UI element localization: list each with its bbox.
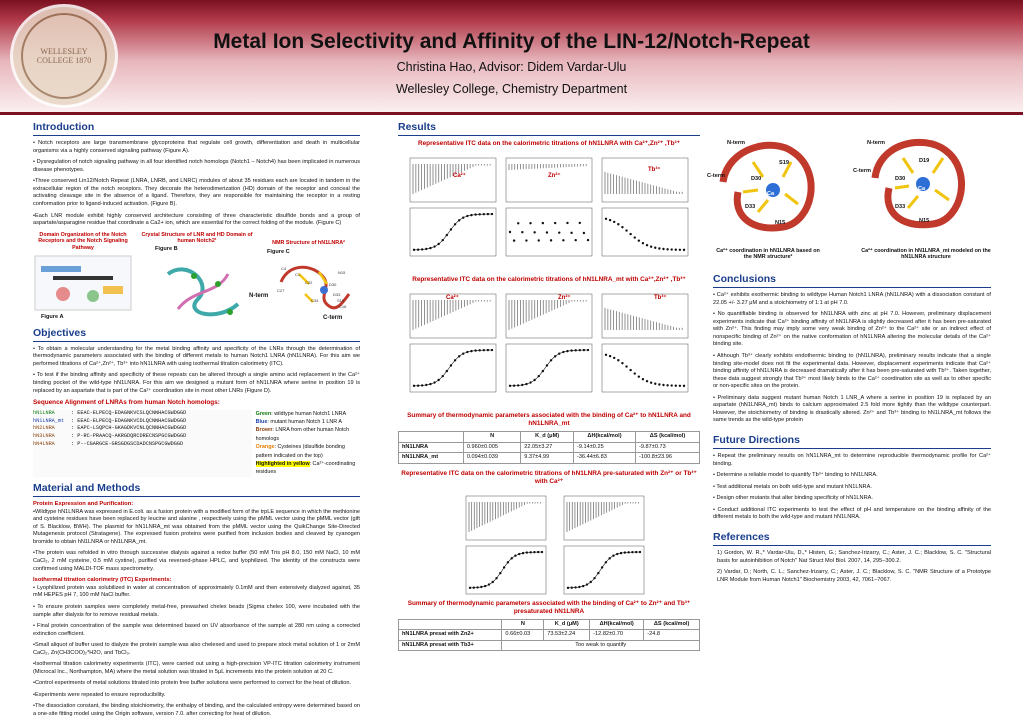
figure-b-title: Crystal Structure of LNR and HD Domain of human Notch2¹ <box>141 231 253 245</box>
itc-panels-presat <box>460 488 650 598</box>
mt-residue-label: N15 <box>919 218 930 224</box>
isotherm-point <box>546 231 548 233</box>
thermo-table-2 <box>398 619 700 652</box>
mt-residue-label: D33 <box>895 204 906 210</box>
future-bullet: • Design other mutants that alter binding specificity of hN1LNRA. <box>713 495 873 502</box>
isotherm-point <box>542 222 544 224</box>
legend-item: Blue: mutant human Notch 1 LNR A <box>255 419 342 426</box>
mt-structure-caption: Ca²⁺ coordination in hN1LNRA_mt modeled on the hN1LNRA structure <box>861 248 991 261</box>
methods-bullet: •The dissociation constant, the binding stoichiometry, the enthalpy of binding, and the calculated entropy were determined based on a one-site fitting model using the Origin software, version 7.0. after correcting for heat of dilution. <box>33 703 360 718</box>
table-header: ΔH(kcal/mol) <box>573 432 635 443</box>
table-row: hN1LNRA_mt 0.094±0.039 9.37±4.99 -36.44±6.83 -100.8±23.96 <box>399 453 700 464</box>
reference-item: 1) Gordon, W. R.,* Vardar-Ulu, D.,* Histen, G.; Sanchez-Irizarry, C.; Aster, J. C.; Blacklow, S. C. "Structural basis for autoinhibition of Notch" Nat Struct Mol Biol. 2007, 14, 295–300.2. <box>717 550 991 564</box>
table-header: K_d (μM) <box>521 432 574 443</box>
wt-calcium-label: Ca <box>767 191 775 197</box>
intro-bullet: •Each LNR module exhibit highly conserved architecture consisting of three characteristic disulfide bonds and a group of aspartate/asparagine residue that coordinate a Ca2+ ion, which are essential for the correct folding of the module. (Figure C) <box>33 212 360 227</box>
nterm-label: N-term <box>249 292 269 299</box>
panel-label-tb: Tb³⁺ <box>654 295 667 302</box>
isotherm-point <box>675 385 677 387</box>
isotherm-point <box>579 222 581 224</box>
legend-item: Highlighted in yellow: Ca²⁺-coordinating residues <box>255 460 356 476</box>
isotherm-point <box>621 362 623 364</box>
nmr-label: C4 <box>281 265 287 271</box>
wt-residue-label: D33 <box>745 204 756 210</box>
isotherm-point <box>638 376 640 378</box>
table-row: hN1LNRA 0.960±0.005 22.05±3.27 -9.14±0.25 -9.87±0.73 <box>399 442 700 453</box>
cterm-label: C-term <box>323 314 343 321</box>
panel-label-ca: Ca²⁺ <box>453 173 466 180</box>
isotherm-point <box>675 249 677 251</box>
isotherm-point <box>642 242 644 244</box>
figure-c-label: Figure C <box>267 248 290 255</box>
methods-bullet: •Small aliquot of buffer used to dialyze the protein sample was also chelexed and used to prepare stock metal solution of 1 or 2mM CaCl₂, Zn(CH3COO)₂*H2O, and TbCl₃. <box>33 642 360 656</box>
table-header: ΔH(kcal/mol) <box>590 619 644 630</box>
reference-item: 2) Vardar, D.; North, C. L.; Sanchez-Irizarry, C.; Aster, J. C.; Blacklow, S. C. "NMR Structure of a Prototype LNR Module from Human Notch1" Biochemistry 2003, 42, 7061–7067. <box>717 569 991 583</box>
future-heading: Future Directions <box>713 433 991 449</box>
isotherm-point <box>509 231 511 233</box>
isotherm-point <box>621 226 623 228</box>
itc1-title: Representative ITC data on the calorimetric titrations of hN1LNRA with Ca²⁺,Zn²⁺ ,Tb³⁺ <box>418 140 680 148</box>
isotherm-point <box>605 218 607 220</box>
isotherm-point <box>683 385 685 387</box>
isotherm-point <box>629 369 631 371</box>
isotherm-point <box>562 239 564 241</box>
isotherm-point <box>613 357 615 359</box>
sequence-row: hN4LNRA : P--CGARGCE-GRSGDGSCDADCNSPGCGWDGGD <box>33 440 184 447</box>
panel-label-ca: Ca²⁺ <box>446 295 459 302</box>
isotherm-point <box>662 248 664 250</box>
legend-item: Green: wildtype human Notch1 LNRA <box>255 410 347 417</box>
itc1-panels <box>398 148 700 276</box>
methods-bullet: • Final protein concentration of the sample was determined based on UV absorbance of the sample at 280 nm using a corrected extinction coefficient. <box>33 623 360 637</box>
panel-label-tb: Tb³⁺ <box>648 167 661 174</box>
isotherm-point <box>654 383 656 385</box>
isotherm-point <box>629 233 631 235</box>
isotherm-point <box>638 240 640 242</box>
table-header: ΔS (kcal/mol) <box>636 432 700 443</box>
isotherm-point <box>625 365 627 367</box>
mt-calcium-label: Ca <box>918 186 926 192</box>
isotherm-point <box>650 382 652 384</box>
table-header: ΔS (kcal/mol) <box>644 619 700 630</box>
figure-a-title: Domain Organization of the Notch Receptors and the Notch Signaling Pathway <box>38 231 128 251</box>
itc2-panels <box>398 284 700 412</box>
table2-title: Summary of thermodynamic parameters associated with the binding of Ca²⁺ to Zn²⁺ and Tb³⁺ presaturated hN1LNRA <box>407 599 691 615</box>
crystal-structure-image <box>158 254 253 324</box>
poster-affiliation: Wellesley College, Chemistry Department <box>395 82 628 96</box>
panel-label-zn: Zn²⁺ <box>548 173 561 180</box>
header-rule <box>0 112 1023 115</box>
table-header: K_d (μM) <box>544 619 590 630</box>
itc-panels-mt <box>402 286 692 410</box>
nmr-label: D30 <box>329 281 337 287</box>
right-column <box>707 118 991 588</box>
isotherm-point <box>521 231 523 233</box>
isotherm-point <box>609 219 611 221</box>
intro-heading: Introduction <box>33 120 360 136</box>
table-header: N <box>463 432 520 443</box>
isotherm-point <box>517 222 519 224</box>
isotherm-point <box>550 239 552 241</box>
wt-residue-label: D30 <box>751 176 762 182</box>
isotherm-point <box>670 385 672 387</box>
panel-label-zn: Zn²⁺ <box>558 295 571 302</box>
table-header <box>399 619 502 630</box>
itc2-title: Representative ITC data on the calorimetric titrations of hN1LNRA_mt with Ca²⁺,Zn²⁺ ,Tb³⁺ <box>412 276 686 284</box>
methods-subheading: Isothermal titration calorimetry (ITC) Experiments: <box>33 577 172 584</box>
table1-title: Summary of thermodynamic parameters associated with the binding of Ca²⁺ to hN1LNRA and hN1LNRA_mt <box>407 412 691 428</box>
objectives-heading: Objectives <box>33 326 360 342</box>
conclusion-bullet: • Ca²⁺ exhibits exothermic binding to wildtype Human Notch1 LNRA (hN1LNRA) with a dissociation constant of 22.05 +/- 3.27 μM and a stoichiometry of 1:1 at pH 7.0. <box>713 292 991 306</box>
legend-item: Orange: Cysteines (disulfide bonding pattern indicated on the top) <box>255 444 345 459</box>
isotherm-point <box>558 232 560 234</box>
results-heading: Results <box>398 120 700 136</box>
table-header <box>399 432 464 443</box>
wt-structure-caption: Ca²⁺ coordination in hN1LNRA based on the NMR structure² <box>716 248 820 261</box>
methods-subheading: Protein Expression and Purification: <box>33 500 134 507</box>
isotherm-point <box>666 248 668 250</box>
methods-bullet: •The protein was refolded in vitro through successive dialysis against a redox buffer (50 mM Tris pH 8.0, 150 mM NaCl, 10 mM CaCl₂, 2 mM cysteine, 0.5 mM cystine), purified via reversed-phase HPLC, and lyophilized. The identity of the constructs were confirmed using MALDI-TOF mass spectrometry. <box>33 550 360 572</box>
references-heading: References <box>713 530 991 546</box>
table-row: hN1LNRA presat with Tb3+ Too weak to quantify <box>399 640 700 651</box>
isotherm-point <box>605 354 607 356</box>
isotherm-point <box>538 239 540 241</box>
wt-residue-label: S19 <box>779 160 789 166</box>
sequence-rows <box>33 410 252 477</box>
intro-bullet: • Dysregulation of notch signaling pathway in all four identified notch homologs (Notch1 – Notch4) has been implicated in numerous disease phenotypes. <box>33 159 360 173</box>
isotherm-point <box>574 239 576 241</box>
mt-nterm-label: N-term <box>867 140 886 146</box>
isotherm-point <box>533 231 535 233</box>
seal-text: WELLESLEY COLLEGE 1870 <box>21 13 107 99</box>
isotherm-point <box>679 385 681 387</box>
nmr-label: S19 <box>337 297 345 303</box>
poster-authors: Christina Hao, Advisor: Didem Vardar-Ulu <box>396 60 627 74</box>
intro-bullet: •Three conserved Lin12/Notch Repeat (LNRA, LNRB, and LNRC) modules of about 35 residues each are located in tandem in the extracellular region of the notch receptors. They decorate the heterodimerization (HD) domain of the receptor and conceal the activating cleavage site in the absence of a ligand. Therefore, they are responsible for maintaining the receptor in a resting conformation prior to ligand-induced activation. (Figure B). <box>33 178 360 207</box>
table-header: N <box>502 619 544 630</box>
isotherm-point <box>646 244 648 246</box>
future-bullet: • Conduct additional ITC experiments to test the effect of pH and temperature on the binding affinity of the different metals to both the wild-type and mutant hN1LNRA. <box>713 506 991 521</box>
table-row: hN1LNRA presat with Zn2+ 0.66±0.03 73.53±2.24 -12.82±0.70 -24.8 <box>399 630 700 641</box>
sequence-alignment <box>33 410 360 477</box>
poster-title: Metal Ion Selectivity and Affinity of the LIN-12/Notch-Repeat <box>213 30 810 53</box>
sequence-legend <box>256 410 360 477</box>
isotherm-point <box>658 383 660 385</box>
sequence-row: hN1LNRA_mt : EEAC-ELPECQ-EDAGNKVCDLQCNNHACGWDGGD <box>33 417 187 424</box>
isotherm-point <box>670 249 672 251</box>
isotherm-point <box>554 222 556 224</box>
sequence-row: hN1LNRA : EEAC-ELPECQ-EDAGNKVCSLQCNNHACGWDGGD <box>33 409 187 416</box>
isotherm-point <box>617 359 619 361</box>
isotherm-point <box>513 240 515 242</box>
isotherm-point <box>609 355 611 357</box>
mt-cterm-label: C-term <box>853 168 872 174</box>
intro-figures <box>33 232 360 324</box>
nmr-label: D33 <box>333 291 341 297</box>
binding-site-structures <box>707 118 991 270</box>
methods-heading: Material and Methods <box>33 481 360 497</box>
itc3-title: Representative ITC data on the calorimetric titrations of hN1LNRA pre-saturated with Zn²⁺ or Tb³⁺ with Ca²⁺ <box>401 469 697 485</box>
middle-column <box>398 118 700 651</box>
isotherm-point <box>583 232 585 234</box>
objective-bullet: • To test if the binding affinity and specificity of these repeats can be altered through a single amino acid replacement in the Ca²⁺ binding pocket of the wild-type hN1LNRA. For this aim we designed a mutant form of hN1LNRA where serine in position 19 is replaced by an aspartate that is part of the Ca²⁺ coordination site in most other LNRs (Figure D). <box>33 372 360 394</box>
future-bullet: • Repeat the preliminary results on hN1LNRA_mt to determine reproducible thermodynamic profile for Ca²⁺ binding. <box>713 453 991 467</box>
isotherm-point <box>613 221 615 223</box>
sequence-row: hN3LNRA : P-RC-PRAACQ-AKRGDQRCDRECNSPGCGWDGGD <box>33 433 187 440</box>
nmr-label: N15 <box>338 269 346 275</box>
conclusion-bullet: • Although Tb³⁺ clearly exhibits endothermic binding to (hN1LNRA), preliminary results indicate that a single binding site-model does not fit the experimental data. However, displacement experiments indicate that Ca²⁺ binding affinity of hN1LNRA is decreased dramatically after it has been pre-saturated with Tb³⁺. Taken together, these data suggest strongly that Tb³⁺ most likely binds to the Ca²⁺ coordination site as well as to other specific or non-specific sites on the protein. <box>713 353 991 390</box>
methods-bullet: •Control experiments of metal solutions titrated into protein free buffer solutions were performed to correct for the heat of dilution. <box>33 680 352 687</box>
thermogram-frame <box>602 158 688 202</box>
notch-pathway-diagram <box>33 254 133 312</box>
isotherm-point <box>642 378 644 380</box>
isotherm-point <box>587 239 589 241</box>
isotherm-point <box>646 380 648 382</box>
conclusion-bullet: • No quantifiable binding is observed for hN1LNRA with zinc at pH 7.0. However, preliminary displacement experiments indicate that Ca²⁺ binding affinity of hN1LNRA is slightly decreased after it has been pre-saturated with Zn²⁺. This finding may imply some very weak binding of Zn²⁺ to the Ca²⁺ site or an indirect effect of nonspecific binding of Zn²⁺ on the native conformation of hN1LNRA altering the molecular details of the Ca²⁺ binding site. <box>713 311 991 348</box>
figure-b-label: Figure B <box>155 245 178 252</box>
mt-residue-label: D19 <box>919 158 930 164</box>
isotherm-point <box>634 373 636 375</box>
mt-residue-label: D30 <box>895 176 906 182</box>
isotherm-point <box>529 222 531 224</box>
nmr-label: C22 <box>305 279 313 285</box>
nmr-label: C27 <box>277 287 285 293</box>
isotherm-frame <box>506 208 592 256</box>
methods-bullet: •Experiments were repeated to ensure reproducibility. <box>33 691 166 698</box>
wt-nterm-label: N-term <box>727 140 746 146</box>
wt-cterm-label: C-term <box>707 173 726 179</box>
methods-bullet: • Lyophilized protein was solubilized in water at concentration of approximately 0.1mM and then extensively dialyzed against, 35 mM HEPES pH 7, 100 mM NaCl buffer. <box>33 584 360 599</box>
figure-a-label: Figure A <box>41 313 64 320</box>
isotherm-point <box>654 247 656 249</box>
isotherm-point <box>666 384 668 386</box>
isotherm-point <box>625 229 627 231</box>
figure-c-title: NMR Structure of hN1LNRA² <box>272 239 345 246</box>
methods-bullet: • To ensure protein samples were completely metal-free, prewashed chelex beads (Sigma chelex 100, were incubated with the sample after dialysis for to remove residual metals. <box>33 604 360 618</box>
isotherm-point <box>634 237 636 239</box>
sequence-row: hN2LNRA : EAPC-LSQPCH-GKAGDKVCNLQCNNHACGWDGGD <box>33 425 187 432</box>
isotherm-point <box>662 384 664 386</box>
isotherm-point <box>566 222 568 224</box>
methods-bullet: •Isothermal titration calorimetry experiments (ITC), were carried out using a high-precision VP-ITC titration calorimetry instrument (Microcal Inc., Northampton, MA) where the metal solution was titrated in 5μL increments into the protein solution at 20 C. <box>33 661 360 675</box>
intro-bullet: • Notch receptors are large transmembrane glycoproteins that regulate cell growth, differentiation and death in multicellular organisms via a highly conserved signaling pathway (Figure A). <box>33 140 360 154</box>
isotherm-point <box>650 246 652 248</box>
sequence-heading: Sequence Alignment of LNRAs from human Notch homologs: <box>33 399 220 407</box>
itc3-panels <box>398 486 700 600</box>
wt-residue-label: N15 <box>775 220 786 226</box>
isotherm-point <box>679 249 681 251</box>
isotherm-point <box>617 223 619 225</box>
isotherm-point <box>525 240 527 242</box>
isotherm-point <box>570 232 572 234</box>
thermo-table-1 <box>398 431 700 464</box>
left-column <box>33 118 360 723</box>
nmr-label: C34 <box>311 297 319 303</box>
wt-binding-site-image <box>713 132 833 242</box>
nmr-label: C16 <box>339 303 347 309</box>
future-bullet: • Determine a reliable model to quantify Tb³⁺ binding to hN1LNRA. <box>713 472 878 479</box>
thermogram-frame <box>602 294 688 338</box>
legend-item: Brown: LNRA from other human Notch homologs <box>255 427 350 442</box>
future-bullet: • Test additional metals on both wild-type and mutant hN1LNRA. <box>713 483 872 490</box>
conclusion-bullet: • Preliminary data suggest mutant human Notch 1 LNR_A where a serine in position 19 is replaced by an aspartate (hN1LNRA_mt) binds to calcium approximated 2.5 fold more tightly than the wildtype counterpart. However, the stoichiometry of binding is drastically altered. Zn²⁺ and Tb³⁺ binding to hN1LNRA_mt follows the same trends as the wild-type protein <box>713 394 991 424</box>
methods-bullet: •Wildtype hN1LNRA was expressed in E.coli. as a fusion protein with a modified form of the trpLE sequence in which the methionine and cysteine residues have been replaced by leucine and alanine , respectively using the pMML vector using the pMML vector (gift of S. Blacklow, BWH). The plasmid for hN1LNRA_mt was obtained from the pMML vector using the QuikChange Site-Directed Mutagenesis protocol (Stratagene). The expressed fusion proteins were purified from inclusion bodies and cleaved by cyanogen bromide to obtain hN1LNRA or hN1LNRA_mt. <box>33 508 360 545</box>
objective-bullet: • To obtain a molecular understanding for the metal binding affinity and specificity of the LNRs through the determination of thermodynamic parameters associated with the binding of different metals to human Notch1 LNRA (hN1LNRA). For this aim we performed titrations of Ca²⁺,Zn²⁺, Tb³⁺ into hN1LNRA with using isothermal titration calorimetry (ITC). <box>33 345 360 367</box>
nmr-label: C1 <box>295 271 301 277</box>
conclusions-heading: Conclusions <box>713 272 991 288</box>
isotherm-point <box>658 247 660 249</box>
isotherm-point <box>683 249 685 251</box>
